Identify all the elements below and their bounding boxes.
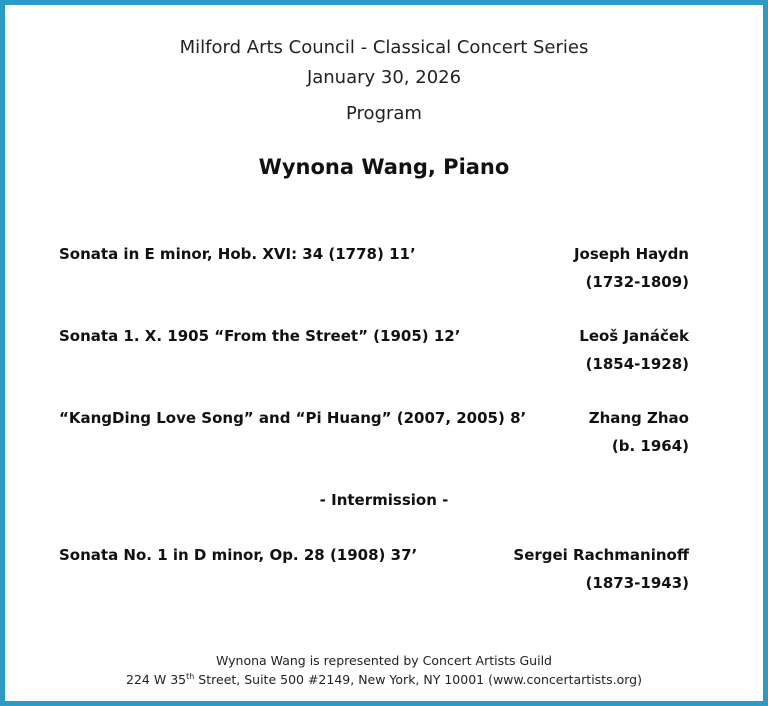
piece-title: Sonata in E minor, Hob. XVI: 34 (1778) 11’ (59, 245, 416, 263)
composer-name: Joseph Haydn (573, 245, 689, 263)
piece-title: Sonata 1. X. 1905 “From the Street” (1905) 12’ (59, 327, 461, 345)
representation-note: Wynona Wang is represented by Concert Artists Guild (216, 653, 552, 668)
address-superscript: th (186, 671, 195, 681)
composer-name: Leoš Janáček (579, 327, 689, 345)
intermission-label: - Intermission - (319, 491, 449, 509)
composer-dates: (1732-1809) (585, 273, 689, 291)
concert-date: January 30, 2026 (306, 67, 462, 88)
composer-name: Sergei Rachmaninoff (513, 546, 689, 564)
concert-series-title: Milford Arts Council - Classical Concert Series (179, 37, 589, 58)
agency-address (5, 672, 763, 687)
composer-dates: (1854-1928) (585, 355, 689, 373)
piece-title: Sonata No. 1 in D minor, Op. 28 (1908) 37’ (59, 546, 418, 564)
composer-dates: (b. 1964) (611, 437, 689, 455)
composer-name: Zhang Zhao (588, 409, 689, 427)
composer-dates: (1873-1943) (585, 574, 689, 592)
program-heading: Program (346, 103, 422, 124)
address-suffix: Street, Suite 500 #2149, New York, NY 10001 (www.concertartists.org) (194, 672, 642, 687)
address-prefix: 224 W 35 (126, 672, 187, 687)
piece-title: “KangDing Love Song” and “Pi Huang” (2007, 2005) 8’ (59, 409, 527, 427)
performer-name: Wynona Wang, Piano (258, 155, 510, 179)
